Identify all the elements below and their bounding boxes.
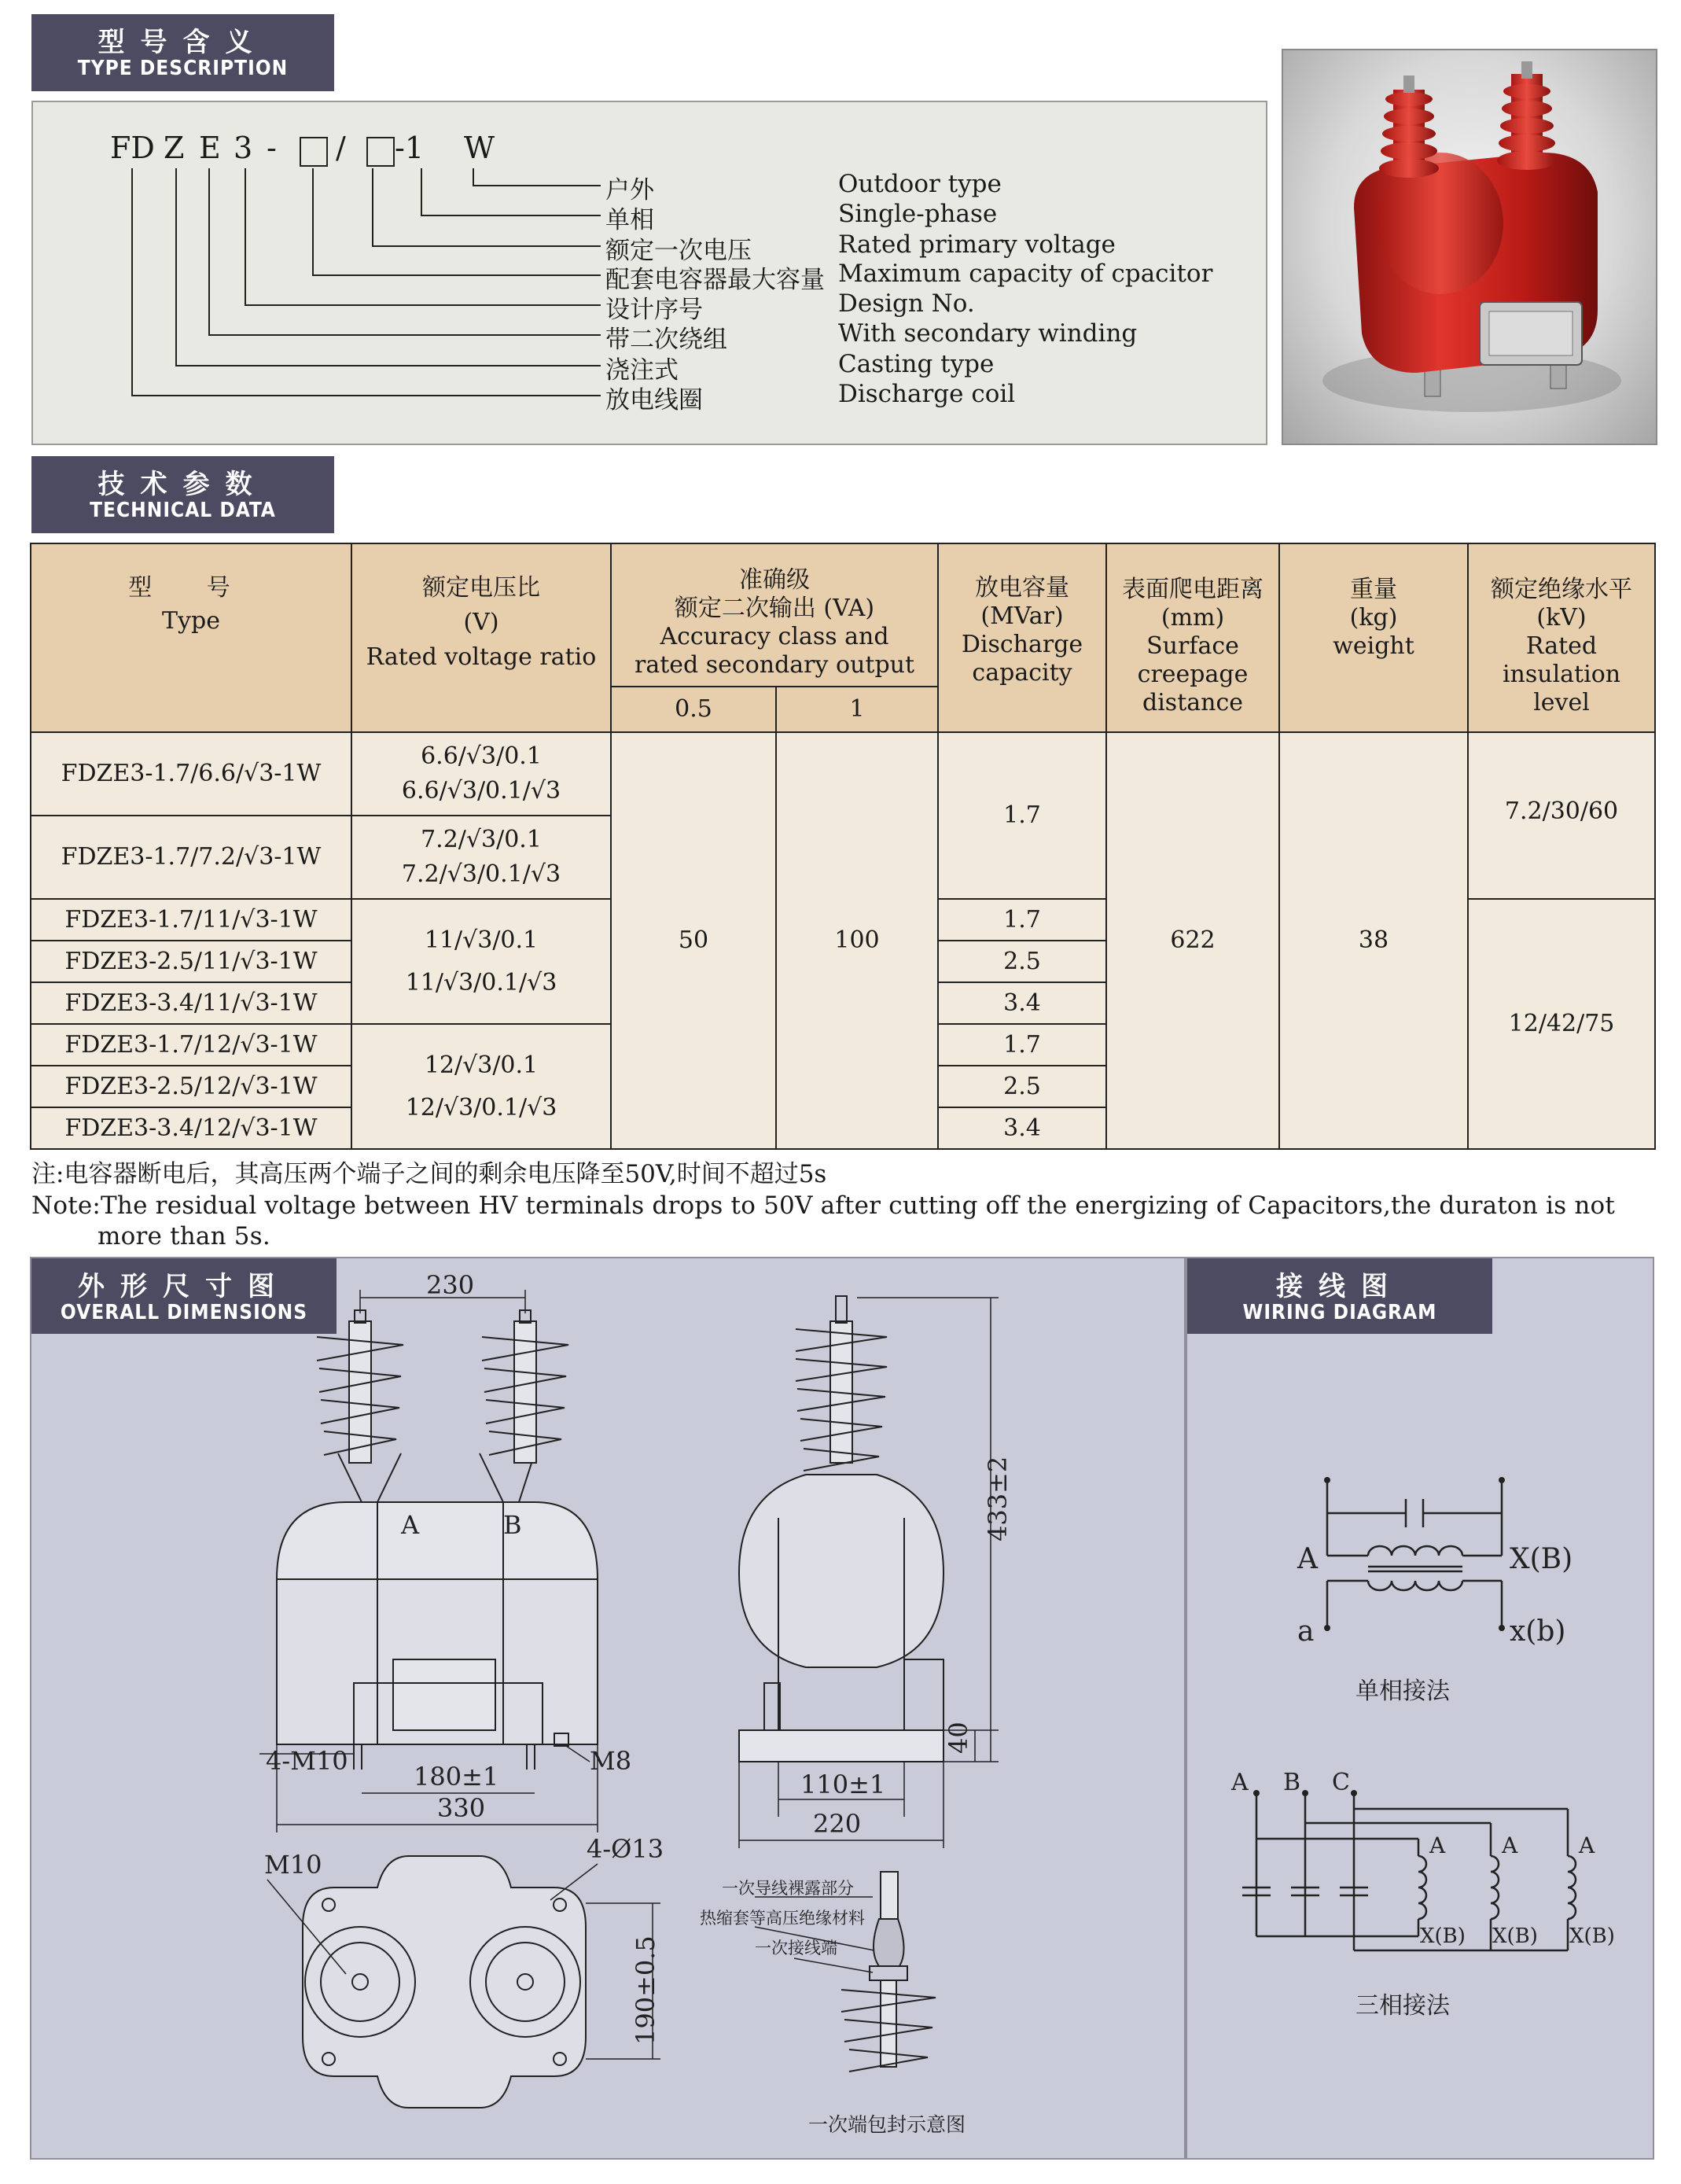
top-dim-hole: 4-Ø13 xyxy=(587,1834,664,1864)
type-description-panel xyxy=(31,101,1267,445)
code-3: 3 xyxy=(234,131,253,165)
tech-header-cn: 技术参数 xyxy=(97,469,268,500)
type-item-en: Single-phase xyxy=(838,200,998,228)
dimensions-header xyxy=(31,1258,337,1334)
product-photo xyxy=(1282,49,1657,445)
wire-single-a: A xyxy=(1297,1543,1318,1575)
wire-coil-a: A xyxy=(1579,1832,1595,1858)
wire-coil-xb: X(B) xyxy=(1420,1924,1466,1948)
code-slash: / xyxy=(336,131,346,165)
col-discharge-header: 放电容量 (MVar) Discharge capacity xyxy=(938,543,1106,732)
front-dim-230: 230 xyxy=(426,1270,475,1300)
type-item-cn: 配套电容器最大容量 xyxy=(605,266,825,294)
dim-header-cn: 外形尺寸图 xyxy=(78,1271,290,1302)
side-dim-40: 40 xyxy=(943,1722,973,1754)
side-dim-433: 433±2 xyxy=(983,1456,1013,1541)
type-item-en: Rated primary voltage xyxy=(838,230,1116,259)
front-label-b: B xyxy=(503,1510,522,1540)
dimension-drawing xyxy=(31,1258,1184,2158)
model-cell: FDZE3-3.4/12/√3-1W xyxy=(31,1107,351,1149)
seal-label-terminal: 一次接线端 xyxy=(755,1939,837,1957)
type-item-cn: 放电线圈 xyxy=(605,386,703,414)
type-item-en: Maximum capacity of cpacitor xyxy=(838,260,1213,288)
type-item-cn: 户外 xyxy=(605,176,654,204)
code-z: Z xyxy=(164,131,185,165)
code-minus-1: -1 xyxy=(395,131,425,165)
discharge-cell: 1.7 xyxy=(938,899,1106,941)
type-item-en: Discharge coil xyxy=(838,380,1016,408)
type-item-en: With secondary winding xyxy=(838,319,1138,348)
col-weight-header: 重量 (kg) weight xyxy=(1279,543,1468,732)
type-item-cn: 浇注式 xyxy=(605,356,679,385)
wiring-header xyxy=(1187,1258,1492,1334)
wire-three-caption: 三相接法 xyxy=(1355,1992,1450,2020)
col-acc-05: 0.5 xyxy=(611,687,776,732)
wire-three-c: C xyxy=(1332,1769,1350,1796)
product-transformer-image xyxy=(1283,50,1656,444)
seal-label-bare: 一次导线裸露部分 xyxy=(722,1879,854,1898)
wire-single-sec-xb: x(b) xyxy=(1510,1615,1566,1648)
type-item-en: Casting type xyxy=(838,350,995,378)
wire-coil-xb: X(B) xyxy=(1492,1924,1538,1948)
wire-single-sec-a: a xyxy=(1297,1615,1315,1648)
front-dim-4m10: 4-M10 xyxy=(266,1746,348,1776)
type-header-en: TYPE DESCRIPTION xyxy=(77,57,289,80)
discharge-cell: 2.5 xyxy=(938,941,1106,982)
type-header-cn: 型号含义 xyxy=(97,27,268,58)
model-cell: FDZE3-2.5/11/√3-1W xyxy=(31,941,351,982)
note-cn: 注:电容器断电后，其高压两个端子之间的剩余电压降至50V,时间不超过5s xyxy=(31,1160,827,1188)
code-dash: - xyxy=(267,131,277,165)
side-dim-220: 220 xyxy=(813,1809,862,1839)
wire-single-caption: 单相接法 xyxy=(1355,1678,1450,1705)
type-description-header xyxy=(31,14,334,91)
dim-header-en: OVERALL DIMENSIONS xyxy=(60,1301,308,1324)
seal-label-shrink: 热缩套等高压绝缘材料 xyxy=(700,1909,865,1928)
wire-coil-xb: X(B) xyxy=(1569,1924,1615,1948)
code-e: E xyxy=(199,131,221,165)
wire-single-xb: X(B) xyxy=(1510,1543,1573,1575)
front-dim-m8: M8 xyxy=(590,1746,632,1776)
discharge-cell: 2.5 xyxy=(938,1066,1106,1107)
model-cell: FDZE3-1.7/7.2/√3-1W xyxy=(31,816,351,899)
technical-data-header xyxy=(31,456,334,533)
front-label-a: A xyxy=(401,1510,420,1540)
type-item-cn: 带二次绕组 xyxy=(605,326,727,354)
seal-caption: 一次端包封示意图 xyxy=(808,2113,966,2136)
col-accuracy-header: 准确级 额定二次输出 (VA) Accuracy class and rated secondary output xyxy=(611,543,938,687)
insulation-cell: 7.2/30/60 xyxy=(1468,732,1655,899)
wire-three-b: B xyxy=(1283,1769,1301,1796)
side-dim-110: 110±1 xyxy=(800,1770,886,1799)
ratio-cell: 6.6/√3/0.1 6.6/√3/0.1/√3 xyxy=(351,732,611,816)
discharge-cell: 3.4 xyxy=(938,982,1106,1024)
technical-data-table xyxy=(30,543,1656,1150)
discharge-cell: 1.7 xyxy=(938,1024,1106,1066)
notes xyxy=(31,1159,1651,1253)
insulation-cell: 12/42/75 xyxy=(1468,899,1655,1149)
col-insulation-header: 额定绝缘水平 (kV) Rated insulation level xyxy=(1468,543,1655,732)
model-cell: FDZE3-1.7/12/√3-1W xyxy=(31,1024,351,1066)
discharge-cell: 3.4 xyxy=(938,1107,1106,1149)
ratio-cell: 11/√3/0.1 11/√3/0.1/√3 xyxy=(351,899,611,1024)
wire-coil-a: A xyxy=(1502,1832,1518,1858)
front-dim-330: 330 xyxy=(437,1793,486,1823)
wire-header-en: WIRING DIAGRAM xyxy=(1242,1301,1437,1324)
type-item-cn: 额定一次电压 xyxy=(605,237,752,265)
type-item-cn: 设计序号 xyxy=(605,296,703,324)
top-dim-m10: M10 xyxy=(264,1850,322,1880)
acc-1-value: 100 xyxy=(776,732,938,1149)
col-type-header: 型 号 Type xyxy=(31,543,351,732)
col-ratio-header: 额定电压比 (V) Rated voltage ratio xyxy=(351,543,611,732)
ratio-cell: 7.2/√3/0.1 7.2/√3/0.1/√3 xyxy=(351,816,611,899)
discharge-cell: 1.7 xyxy=(938,732,1106,899)
top-dim-190: 190±0.5 xyxy=(631,1935,660,2045)
type-item-cn: 单相 xyxy=(605,206,654,234)
note-en: Note:The residual voltage between HV terminals drops to 50V after cutting off the energizing of Capacitors,the duraton is not more than 5s. xyxy=(31,1191,1616,1251)
type-item-en: Design No. xyxy=(838,289,975,318)
creepage-value: 622 xyxy=(1106,732,1279,1149)
wiring-drawing xyxy=(1187,1258,1653,2158)
type-item-en: Outdoor type xyxy=(838,170,1002,198)
wire-three-a: A xyxy=(1231,1769,1249,1796)
code-w: W xyxy=(464,131,495,165)
tech-header-en: TECHNICAL DATA xyxy=(90,499,276,522)
col-acc-1: 1 xyxy=(776,687,938,732)
weight-value: 38 xyxy=(1279,732,1468,1149)
wire-header-cn: 接线图 xyxy=(1276,1271,1403,1302)
ratio-cell: 12/√3/0.1 12/√3/0.1/√3 xyxy=(351,1024,611,1149)
code-fd: FD xyxy=(110,131,155,165)
model-cell: FDZE3-1.7/11/√3-1W xyxy=(31,899,351,941)
model-cell: FDZE3-2.5/12/√3-1W xyxy=(31,1066,351,1107)
model-cell: FDZE3-1.7/6.6/√3-1W xyxy=(31,732,351,816)
front-dim-180: 180±1 xyxy=(414,1762,499,1792)
wire-coil-a: A xyxy=(1429,1832,1446,1858)
acc-05-value: 50 xyxy=(611,732,776,1149)
wiring-diagram-panel xyxy=(1186,1257,1654,2160)
overall-dimensions-panel xyxy=(30,1257,1186,2160)
model-cell: FDZE3-3.4/11/√3-1W xyxy=(31,982,351,1024)
col-creepage-header: 表面爬电距离 (mm) Surface creepage distance xyxy=(1106,543,1279,732)
